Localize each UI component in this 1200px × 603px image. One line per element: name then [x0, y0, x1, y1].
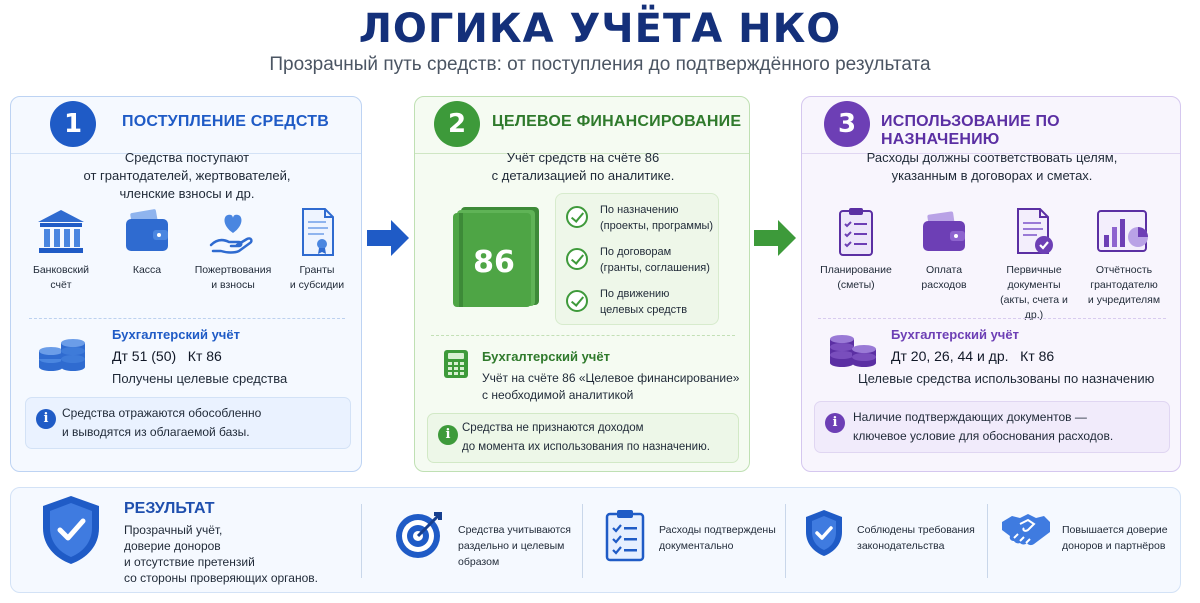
- step-1-entry-note: Получены целевые средства: [112, 371, 288, 386]
- clipboard-check-icon: [603, 508, 647, 564]
- step-3-panel: [801, 96, 1181, 472]
- result-item-trust: Повышается доверие доноров и партнёров: [1000, 508, 1052, 557]
- step-1-info-box: [25, 397, 351, 449]
- step-1-number: 1: [50, 101, 96, 147]
- grant-document-icon: [291, 207, 343, 257]
- target-icon: [394, 508, 446, 560]
- cash-desk-item: Касса: [105, 207, 189, 278]
- shield-check-icon: [39, 494, 103, 566]
- step-2-number: 2: [434, 101, 480, 147]
- step-2-title: ЦЕЛЕВОЕ ФИНАНСИРОВАНИЕ: [492, 113, 742, 130]
- payment-item: Оплата расходов: [902, 207, 986, 293]
- handshake-icon: [1000, 508, 1052, 552]
- primary-documents-item: Первичные документы (акты, счета и др.): [992, 207, 1076, 323]
- result-text: Прозрачный учёт, доверие доноров и отсутствие претензий со стороны проверяющих органов.: [124, 523, 318, 585]
- analytics-checklist: По назначению (проекты, программы) По договорам (гранты, соглашения) По движению целевых средств: [555, 193, 719, 325]
- step-3-title: ИСПОЛЬЗОВАНИЕ ПО НАЗНАЧЕНИЮ: [881, 113, 1060, 148]
- step-3-info-text: Наличие подтверждающих документов — ключевое условие для обоснования расходов.: [853, 410, 1114, 443]
- step-3-info-box: [814, 401, 1170, 453]
- step-3-entry: Дт 20, 26, 44 и др. Кт 86: [891, 348, 1055, 364]
- result-title: РЕЗУЛЬТАТ: [124, 500, 215, 517]
- step-1-title: ПОСТУПЛЕНИЕ СРЕДСТВ: [122, 113, 329, 130]
- page-title: ЛОГИКА УЧЁТА НКО: [358, 6, 842, 52]
- report-chart-icon: [1094, 207, 1154, 257]
- step-1-entry: Дт 51 (50) Кт 86: [112, 348, 222, 364]
- wallet-icon: [918, 207, 970, 257]
- check-circle-icon: [566, 248, 588, 270]
- step-2-info-box: [427, 413, 739, 463]
- step-1-panel: [10, 96, 362, 472]
- reporting-item: Отчётность грантодателю и учредителям: [1082, 207, 1166, 308]
- result-divider: [361, 504, 362, 578]
- result-item-documented-expenses: Расходы подтверждены документально: [603, 508, 647, 569]
- info-icon: i: [438, 425, 458, 445]
- coins-icon: [828, 329, 878, 369]
- wallet-icon: [121, 207, 173, 257]
- step-2-description: Учёт средств на счёте 86 с детализацией по аналитике.: [491, 150, 675, 183]
- donations-item: Пожертвования и взносы: [191, 207, 275, 293]
- step-1-info-text: Средства отражаются обособленно и выводятся из облагаемой базы.: [62, 406, 262, 439]
- ledger-account-number: 86: [473, 245, 515, 280]
- result-item-separate-accounting: Средства учитываются раздельно и целевым образом: [394, 508, 446, 565]
- calculator-icon: [443, 349, 469, 379]
- info-icon: i: [36, 409, 56, 429]
- step-1-accounting-title: Бухгалтерский учёт: [112, 327, 240, 342]
- step-1-divider: [29, 318, 345, 319]
- result-divider: [582, 504, 583, 578]
- heart-hand-icon: [207, 207, 259, 257]
- coins-icon: [37, 329, 87, 375]
- step-2-accounting-note: Учёт на счёте 86 «Целевое финансирование» с необходимой аналитикой: [482, 371, 740, 402]
- step-3-description: Расходы должны соответствовать целям, указанным в договорах и сметах.: [866, 150, 1118, 183]
- step-3-divider: [818, 318, 1166, 319]
- step-2-panel: [414, 96, 750, 472]
- step-2-divider: [431, 335, 735, 336]
- arrow-right-icon: [752, 218, 798, 258]
- step-2-accounting-title: Бухгалтерский учёт: [482, 349, 610, 364]
- step-3-accounting-title: Бухгалтерский учёт: [891, 327, 1019, 342]
- result-divider: [987, 504, 988, 578]
- step-2-info-text: Средства не признаются доходом до момента их использования по назначению.: [462, 422, 710, 453]
- info-icon: i: [825, 413, 845, 433]
- result-panel: [10, 487, 1181, 593]
- check-circle-icon: [566, 290, 588, 312]
- grants-item: Гранты и субсидии: [275, 207, 359, 293]
- step-3-entry-note: Целевые средства использованы по назначению: [858, 371, 1155, 386]
- bank-icon: [35, 207, 87, 257]
- document-check-icon: [1008, 207, 1060, 257]
- step-3-number: 3: [824, 101, 870, 147]
- check-circle-icon: [566, 206, 588, 228]
- result-divider: [785, 504, 786, 578]
- arrow-right-icon: [365, 218, 411, 258]
- page-subtitle: Прозрачный путь средств: от поступления до подтверждённого результата: [269, 54, 931, 75]
- checklist-icon: [830, 207, 882, 257]
- bank-account-item: Банковский счёт: [19, 207, 103, 293]
- step-1-description: Средства поступают от грантодателей, жертвователей, членские взносы и др.: [83, 150, 291, 201]
- result-item-legal-compliance: Соблюдены требования законодательства: [803, 508, 845, 563]
- planning-item: Планирование (сметы): [814, 207, 898, 293]
- shield-check-icon: [803, 508, 845, 558]
